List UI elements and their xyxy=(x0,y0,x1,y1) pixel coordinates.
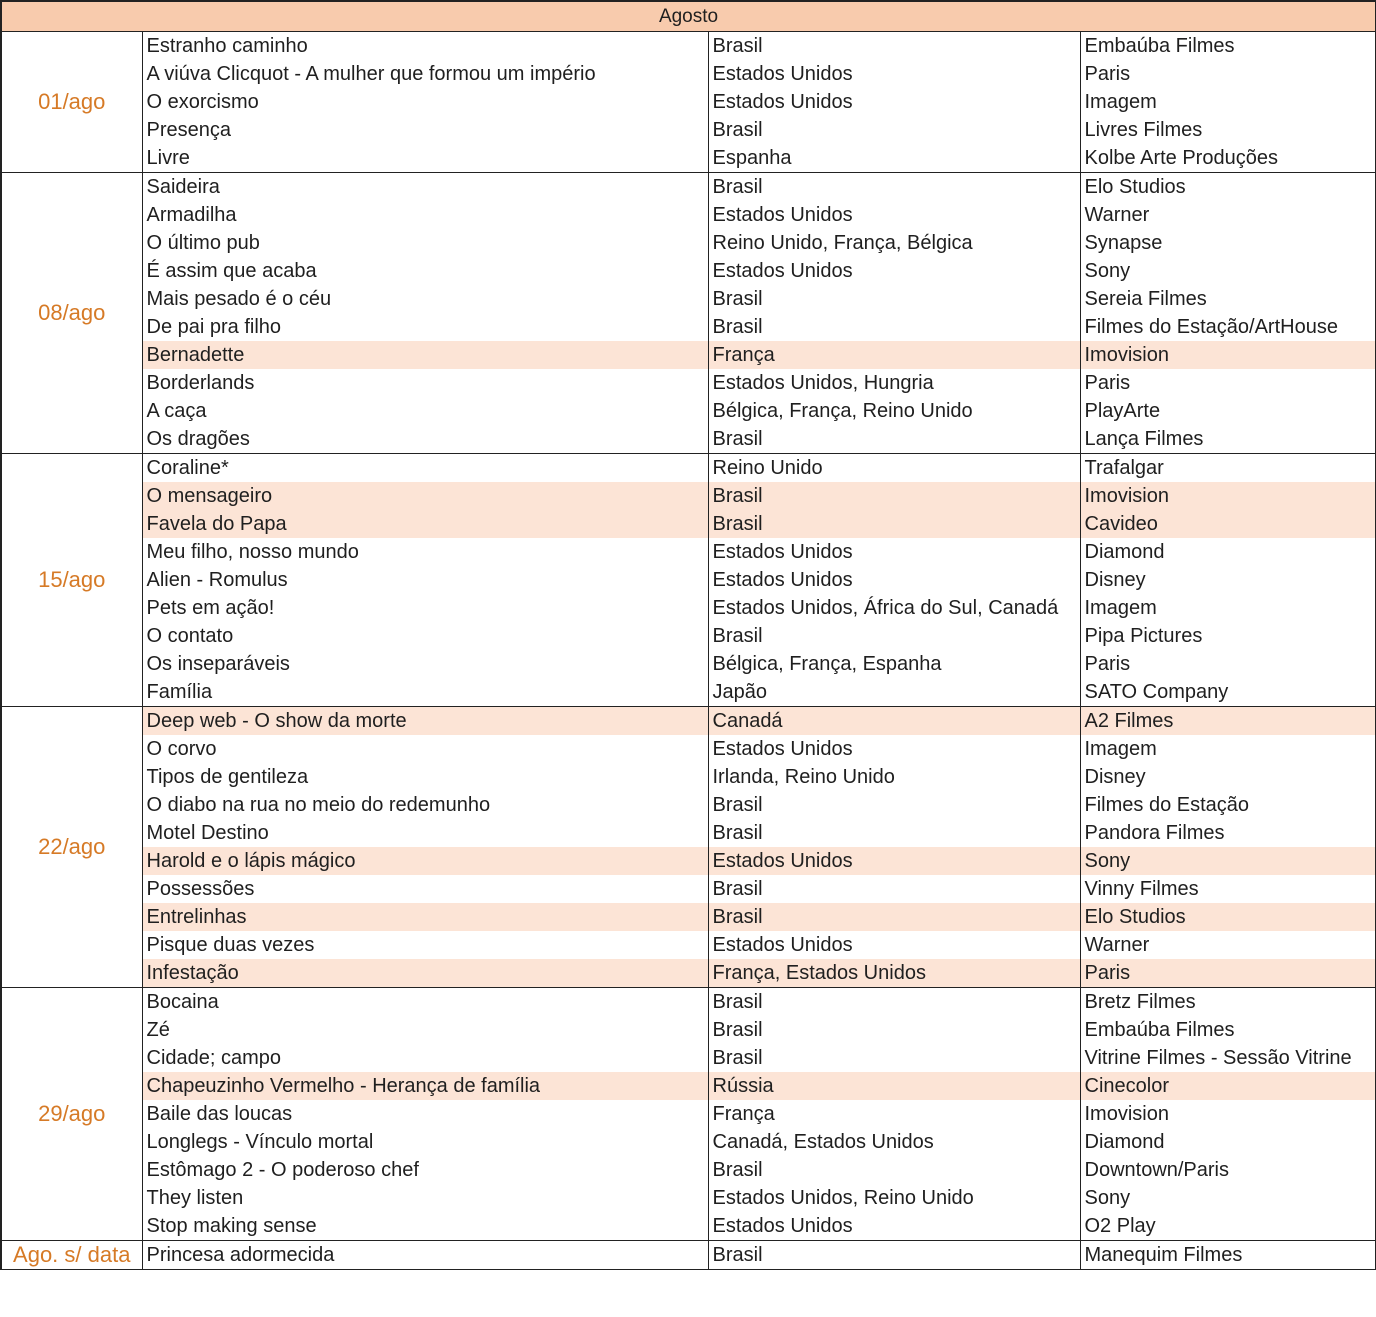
country-of-origin: Brasil xyxy=(708,510,1080,538)
country-of-origin: Estados Unidos xyxy=(708,735,1080,763)
movie-title: Princesa adormecida xyxy=(142,1241,708,1270)
month-header-row xyxy=(1,1,1376,32)
table-row xyxy=(1,229,1376,257)
distributor: O2 Play xyxy=(1080,1212,1376,1241)
distributor: Livres Filmes xyxy=(1080,116,1376,144)
movie-title: De pai pra filho xyxy=(142,313,708,341)
country-of-origin: Brasil xyxy=(708,32,1080,61)
country-of-origin: Estados Unidos, Reino Unido xyxy=(708,1184,1080,1212)
distributor: Sereia Filmes xyxy=(1080,285,1376,313)
country-of-origin: Brasil xyxy=(708,173,1080,202)
movie-title: Estranho caminho xyxy=(142,32,708,61)
country-of-origin: Brasil xyxy=(708,1241,1080,1270)
table-row xyxy=(1,285,1376,313)
country-of-origin: Reino Unido, França, Bélgica xyxy=(708,229,1080,257)
table-row xyxy=(1,1212,1376,1241)
distributor: Manequim Filmes xyxy=(1080,1241,1376,1270)
movie-title: Mais pesado é o céu xyxy=(142,285,708,313)
movie-title: Bocaina xyxy=(142,988,708,1017)
movie-title: A viúva Clicquot - A mulher que formou um império xyxy=(142,60,708,88)
movie-title: Baile das loucas xyxy=(142,1100,708,1128)
movie-title: Pisque duas vezes xyxy=(142,931,708,959)
table-row xyxy=(1,903,1376,931)
movie-title: Chapeuzinho Vermelho - Herança de família xyxy=(142,1072,708,1100)
table-row xyxy=(1,847,1376,875)
country-of-origin: Brasil xyxy=(708,482,1080,510)
country-of-origin: Estados Unidos xyxy=(708,88,1080,116)
distributor: Elo Studios xyxy=(1080,903,1376,931)
distributor: SATO Company xyxy=(1080,678,1376,707)
month-header: Agosto xyxy=(1,1,1376,32)
distributor: Lança Filmes xyxy=(1080,425,1376,454)
distributor: Synapse xyxy=(1080,229,1376,257)
country-of-origin: Brasil xyxy=(708,1156,1080,1184)
country-of-origin: Japão xyxy=(708,678,1080,707)
release-date: 22/ago xyxy=(1,707,142,988)
distributor: Pandora Filmes xyxy=(1080,819,1376,847)
distributor: Warner xyxy=(1080,201,1376,229)
table-row xyxy=(1,678,1376,707)
distributor: Kolbe Arte Produções xyxy=(1080,144,1376,173)
table-row xyxy=(1,622,1376,650)
country-of-origin: Brasil xyxy=(708,313,1080,341)
table-row xyxy=(1,201,1376,229)
movie-title: Motel Destino xyxy=(142,819,708,847)
movie-title: Estômago 2 - O poderoso chef xyxy=(142,1156,708,1184)
distributor: Sony xyxy=(1080,1184,1376,1212)
distributor: Disney xyxy=(1080,566,1376,594)
country-of-origin: Estados Unidos xyxy=(708,538,1080,566)
table-row xyxy=(1,707,1376,736)
release-date: 08/ago xyxy=(1,173,142,454)
movie-title: Cidade; campo xyxy=(142,1044,708,1072)
distributor: Imagem xyxy=(1080,735,1376,763)
movie-title: Armadilha xyxy=(142,201,708,229)
table-row xyxy=(1,144,1376,173)
distributor: Diamond xyxy=(1080,538,1376,566)
table-row xyxy=(1,1156,1376,1184)
movie-title: Família xyxy=(142,678,708,707)
distributor: Pipa Pictures xyxy=(1080,622,1376,650)
movie-title: Alien - Romulus xyxy=(142,566,708,594)
table-row xyxy=(1,510,1376,538)
distributor: Cinecolor xyxy=(1080,1072,1376,1100)
country-of-origin: Estados Unidos xyxy=(708,201,1080,229)
country-of-origin: Estados Unidos xyxy=(708,931,1080,959)
country-of-origin: Canadá, Estados Unidos xyxy=(708,1128,1080,1156)
table-row xyxy=(1,594,1376,622)
country-of-origin: Estados Unidos, África do Sul, Canadá xyxy=(708,594,1080,622)
table-row xyxy=(1,988,1376,1017)
movie-title: Infestação xyxy=(142,959,708,988)
table-row xyxy=(1,1072,1376,1100)
table-row xyxy=(1,763,1376,791)
distributor: Imovision xyxy=(1080,341,1376,369)
distributor: Imagem xyxy=(1080,594,1376,622)
country-of-origin: Brasil xyxy=(708,1044,1080,1072)
movie-title: Presença xyxy=(142,116,708,144)
distributor: Embaúba Filmes xyxy=(1080,1016,1376,1044)
release-date: 01/ago xyxy=(1,32,142,173)
movie-title: A caça xyxy=(142,397,708,425)
country-of-origin: Estados Unidos xyxy=(708,60,1080,88)
table-row xyxy=(1,819,1376,847)
country-of-origin: Brasil xyxy=(708,819,1080,847)
distributor: Filmes do Estação/ArtHouse xyxy=(1080,313,1376,341)
country-of-origin: França xyxy=(708,341,1080,369)
distributor: Imovision xyxy=(1080,1100,1376,1128)
table-row xyxy=(1,650,1376,678)
country-of-origin: Brasil xyxy=(708,285,1080,313)
country-of-origin: Brasil xyxy=(708,1016,1080,1044)
release-date: 15/ago xyxy=(1,454,142,707)
country-of-origin: Brasil xyxy=(708,875,1080,903)
table-row xyxy=(1,791,1376,819)
movie-title: O corvo xyxy=(142,735,708,763)
country-of-origin: Rússia xyxy=(708,1072,1080,1100)
movie-title: Possessões xyxy=(142,875,708,903)
distributor: Paris xyxy=(1080,650,1376,678)
distributor: Paris xyxy=(1080,369,1376,397)
distributor: Elo Studios xyxy=(1080,173,1376,202)
movie-title: O mensageiro xyxy=(142,482,708,510)
movie-title: O último pub xyxy=(142,229,708,257)
movie-title: Harold e o lápis mágico xyxy=(142,847,708,875)
movie-title: Saideira xyxy=(142,173,708,202)
distributor: Imagem xyxy=(1080,88,1376,116)
country-of-origin: Estados Unidos xyxy=(708,1212,1080,1241)
movie-title: Os dragões xyxy=(142,425,708,454)
distributor: Vitrine Filmes - Sessão Vitrine xyxy=(1080,1044,1376,1072)
distributor: Downtown/Paris xyxy=(1080,1156,1376,1184)
distributor: Filmes do Estação xyxy=(1080,791,1376,819)
movie-title: Coraline* xyxy=(142,454,708,483)
movie-title: O diabo na rua no meio do redemunho xyxy=(142,791,708,819)
distributor: Cavideo xyxy=(1080,510,1376,538)
table-row xyxy=(1,173,1376,202)
country-of-origin: Irlanda, Reino Unido xyxy=(708,763,1080,791)
movie-title: Os inseparáveis xyxy=(142,650,708,678)
movie-title: Livre xyxy=(142,144,708,173)
movie-title: Tipos de gentileza xyxy=(142,763,708,791)
table-row xyxy=(1,369,1376,397)
table-row xyxy=(1,341,1376,369)
country-of-origin: Bélgica, França, Reino Unido xyxy=(708,397,1080,425)
movie-title: Bernadette xyxy=(142,341,708,369)
country-of-origin: Bélgica, França, Espanha xyxy=(708,650,1080,678)
movie-title: O exorcismo xyxy=(142,88,708,116)
distributor: PlayArte xyxy=(1080,397,1376,425)
table-row xyxy=(1,1100,1376,1128)
country-of-origin: França, Estados Unidos xyxy=(708,959,1080,988)
country-of-origin: Estados Unidos xyxy=(708,257,1080,285)
distributor: Vinny Filmes xyxy=(1080,875,1376,903)
movie-title: Deep web - O show da morte xyxy=(142,707,708,736)
table-row xyxy=(1,257,1376,285)
movie-title: Meu filho, nosso mundo xyxy=(142,538,708,566)
distributor: Sony xyxy=(1080,847,1376,875)
table-row xyxy=(1,397,1376,425)
release-date: 29/ago xyxy=(1,988,142,1241)
movie-title: Pets em ação! xyxy=(142,594,708,622)
distributor: A2 Filmes xyxy=(1080,707,1376,736)
country-of-origin: Estados Unidos xyxy=(708,566,1080,594)
movie-title: Favela do Papa xyxy=(142,510,708,538)
table-row xyxy=(1,313,1376,341)
table-row xyxy=(1,931,1376,959)
distributor: Paris xyxy=(1080,60,1376,88)
movie-title: Longlegs - Vínculo mortal xyxy=(142,1128,708,1156)
table-row xyxy=(1,538,1376,566)
table-row xyxy=(1,482,1376,510)
country-of-origin: Espanha xyxy=(708,144,1080,173)
movie-title: Zé xyxy=(142,1016,708,1044)
table-row xyxy=(1,1241,1376,1270)
distributor: Warner xyxy=(1080,931,1376,959)
table-row xyxy=(1,116,1376,144)
country-of-origin: Brasil xyxy=(708,622,1080,650)
country-of-origin: Reino Unido xyxy=(708,454,1080,483)
movie-title: Stop making sense xyxy=(142,1212,708,1241)
table-row xyxy=(1,1128,1376,1156)
movie-title: They listen xyxy=(142,1184,708,1212)
release-date: Ago. s/ data xyxy=(1,1241,142,1270)
table-row xyxy=(1,425,1376,454)
distributor: Sony xyxy=(1080,257,1376,285)
table-row xyxy=(1,88,1376,116)
distributor: Trafalgar xyxy=(1080,454,1376,483)
distributor: Imovision xyxy=(1080,482,1376,510)
country-of-origin: Estados Unidos xyxy=(708,847,1080,875)
table-row xyxy=(1,959,1376,988)
distributor: Disney xyxy=(1080,763,1376,791)
table-row xyxy=(1,1184,1376,1212)
movie-title: Borderlands xyxy=(142,369,708,397)
movie-title: É assim que acaba xyxy=(142,257,708,285)
country-of-origin: França xyxy=(708,1100,1080,1128)
distributor: Bretz Filmes xyxy=(1080,988,1376,1017)
distributor: Diamond xyxy=(1080,1128,1376,1156)
country-of-origin: Brasil xyxy=(708,903,1080,931)
movie-title: O contato xyxy=(142,622,708,650)
table-body xyxy=(1,1,1376,1270)
distributor: Paris xyxy=(1080,959,1376,988)
country-of-origin: Brasil xyxy=(708,988,1080,1017)
country-of-origin: Brasil xyxy=(708,116,1080,144)
movie-title: Entrelinhas xyxy=(142,903,708,931)
country-of-origin: Canadá xyxy=(708,707,1080,736)
table-row xyxy=(1,60,1376,88)
distributor: Embaúba Filmes xyxy=(1080,32,1376,61)
table-row xyxy=(1,566,1376,594)
table-row xyxy=(1,875,1376,903)
table-row xyxy=(1,1044,1376,1072)
table-row xyxy=(1,1016,1376,1044)
table-row xyxy=(1,735,1376,763)
table-row xyxy=(1,32,1376,61)
country-of-origin: Brasil xyxy=(708,791,1080,819)
table-row xyxy=(1,454,1376,483)
country-of-origin: Estados Unidos, Hungria xyxy=(708,369,1080,397)
country-of-origin: Brasil xyxy=(708,425,1080,454)
